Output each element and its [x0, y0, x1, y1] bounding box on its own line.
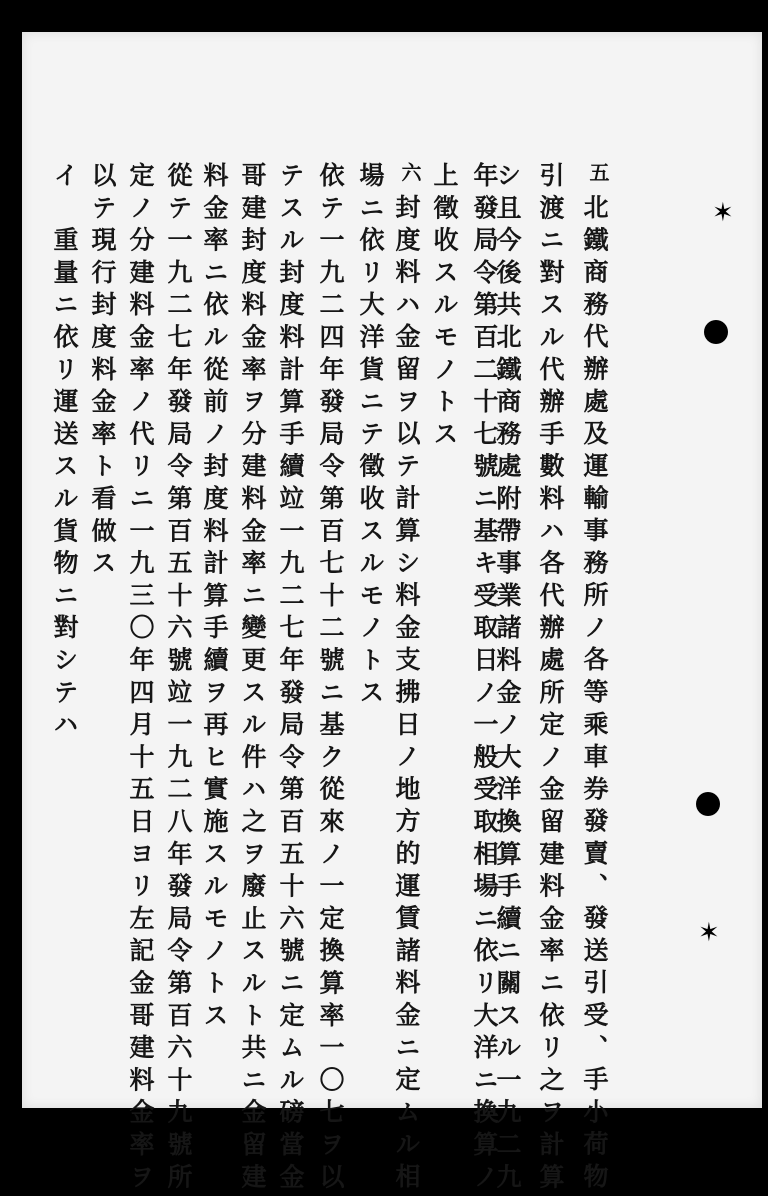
text-line-6-1: 封度料ハ金留ヲ以テ計算シ料金支拂日ノ地方的運賃諸料金ニ定ムル相 [392, 194, 421, 1196]
section-number-5: 五 [586, 162, 610, 182]
binding-hole [696, 792, 720, 816]
text-line-6-5: 哥建封度料金率ヲ分建料金率ニ變更スル件ハ之ヲ廢止スルト共ニ金留建 [238, 162, 267, 1196]
text-line-6-8: 定ノ分建料金率ノ代リニ一九三〇年四月十五日ヨリ左記金哥建料金率ヲ [126, 162, 155, 1196]
text-line-6-4: テスル封度料計算手續竝一九二七年發局令第百五十六號ニ定ムル磅當金 [276, 162, 305, 1196]
text-line-5-2: 引渡ニ對スル代辦手數料ハ各代辦處所定ノ金留建料金率ニ依リ之ヲ計算 [536, 162, 565, 1196]
binding-hole [704, 320, 728, 344]
text-line-5-1: 北鐵商務代辦處及運輸事務所ノ各等乘車券發賣、發送引受、手小荷物 [580, 194, 609, 1196]
section-number-6: 六 [398, 162, 422, 182]
text-line-6-6: 料金率ニ依ル從前ノ封度料計算手續ヲ再ヒ實施スルモノトス [200, 162, 229, 1035]
text-line-6-2: 場ニ依リ大洋貨ニテ徵收スルモノトス [356, 162, 385, 712]
text-line-6-3: 依テ一九二四年發局令第百七十二號ニ基ク從來ノ一定換算率一〇七ヲ以 [316, 162, 345, 1196]
text-line-5-3: シ且今後共北鐵商務處附帶事業諸料金ノ大洋換算手續ニ關スル一九二九 [493, 162, 522, 1196]
text-line-5-4: 年發局令第百二十七號ニ基キ受取日ノ一般受取相場ニ依リ大洋ニ換算ノ [470, 162, 499, 1196]
margin-tear-mark: ✶ [698, 918, 720, 948]
text-line-6-7: 從テ一九二七年發局令第百五十六號竝一九二八年發局令第百六十九號所 [164, 162, 193, 1196]
document-page [22, 32, 762, 1196]
text-line-5-5: 上徵收スルモノトス [430, 162, 459, 453]
margin-tear-mark: ✶ [712, 198, 734, 228]
text-line-6-10: イ 重量ニ依リ運送スル貨物ニ對シテハ [50, 162, 79, 744]
text-line-6-9: 以テ現行封度料金率ト看做ス [88, 162, 117, 582]
